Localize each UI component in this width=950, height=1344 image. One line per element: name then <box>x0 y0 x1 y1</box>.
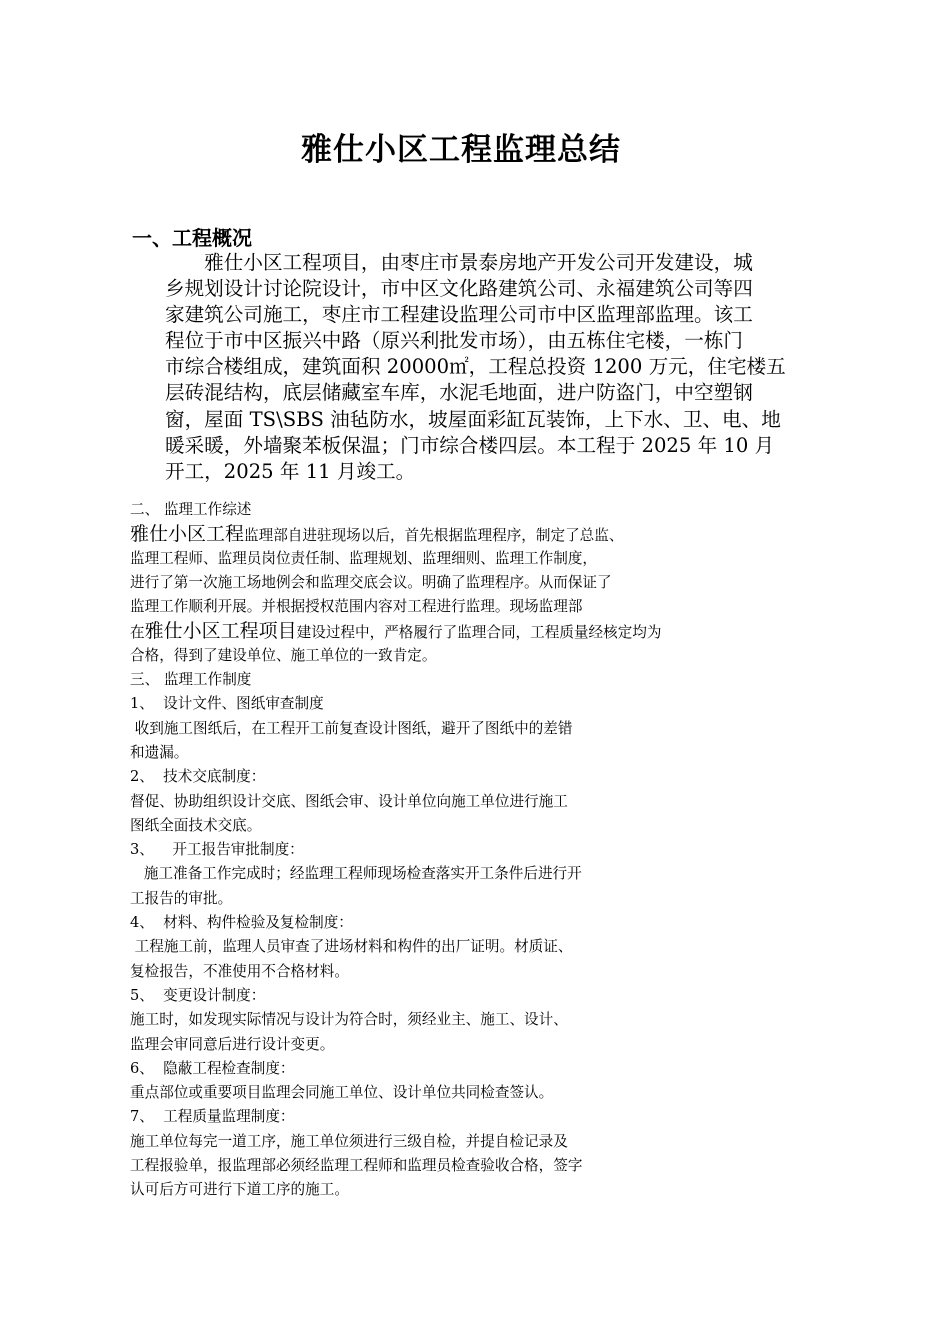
system-item-line: 认可后方可进行下道工序的施工。 <box>130 1181 349 1199</box>
system-item-line: 图纸全面技术交底。 <box>130 816 262 834</box>
overview-line: 雅仕小区工程项目，由枣庄市景泰房地产开发公司开发建设，城 <box>165 251 753 274</box>
summary-text: 监理部自进驻现场以后，首先根据监理程序，制定了总监、 <box>244 527 624 545</box>
summary-line <box>130 522 890 546</box>
system-item-title: 4、 材料、构件检验及复检制度： <box>130 914 353 932</box>
section-heading-overview: 一、工程概况 <box>132 226 252 250</box>
system-item-line: 收到施工图纸后，在工程开工前复查设计图纸，避开了图纸中的差错 <box>130 719 573 737</box>
document-title: 雅仕小区工程监理总结 <box>301 132 621 168</box>
summary-line: 合格，得到了建设单位、施工单位的一致肯定。 <box>130 646 437 664</box>
overview-line: 窗，屋面 TS\SBS 油毡防水，坡屋面彩缸瓦装饰，上下水、卫、电、地 <box>165 407 781 431</box>
system-item-title: 3、 开工报告审批制度： <box>130 841 304 859</box>
overview-line: 市综合楼组成，建筑面积 20000㎡，工程总投资 1200 万元，住宅楼五 <box>165 355 786 379</box>
system-item-line: 工程施工前，监理人员审查了进场材料和构件的出厂证明。材质证、 <box>130 938 573 956</box>
overview-paragraph <box>165 250 865 485</box>
summary-line <box>130 619 890 643</box>
system-item-title: 6、 隐蔽工程检查制度： <box>130 1059 295 1077</box>
system-item-line: 工报告的审批。 <box>130 889 233 907</box>
project-name-big: 雅仕小区工程项目 <box>144 620 297 643</box>
system-item-line: 重点部位或重要项目监理会同施工单位、设计单位共同检查签认。 <box>130 1084 554 1102</box>
overview-line: 程位于市中区振兴中路（原兴利批发市场），由五栋住宅楼，一栋门 <box>165 329 744 353</box>
overview-line: 开工，2025 年 11 月竣工。 <box>165 459 416 483</box>
summary-text: 在 <box>130 624 145 642</box>
system-item-line: 监理会审同意后进行设计变更。 <box>130 1035 335 1053</box>
overview-line: 层砖混结构，底层储藏室车库，水泥毛地面，进户防盗门，中空塑钢 <box>165 381 753 405</box>
summary-line: 监理工作顺利开展。并根据授权范围内容对工程进行监理。现场监理部 <box>130 598 583 616</box>
system-item-line: 复检报告，不准使用不合格材料。 <box>130 962 349 980</box>
system-item-line: 督促、协助组织设计交底、图纸会审、设计单位向施工单位进行施工 <box>130 792 568 810</box>
system-item-line: 工程报验单，报监理部必须经监理工程师和监理员检查验收合格，签字 <box>130 1157 583 1175</box>
system-item-line: 施工单位每完一道工序，施工单位须进行三级自检，并提自检记录及 <box>130 1132 568 1150</box>
overview-line: 家建筑公司施工，枣庄市工程建设监理公司市中区监理部监理。该工 <box>165 303 753 327</box>
section-heading-summary: 二、 监理工作综述 <box>130 501 252 518</box>
system-item-line: 和遗漏。 <box>130 743 189 761</box>
summary-text: 建设过程中，严格履行了监理合同，工程质量经核定均为 <box>296 624 662 642</box>
system-item-line: 施工时，如发现实际情况与设计为符合时，须经业主、施工、设计、 <box>130 1011 568 1029</box>
section-heading-system: 三、 监理工作制度 <box>130 671 252 689</box>
overview-line: 乡规划设计讨论院设计，市中区文化路建筑公司、永福建筑公司等四 <box>165 277 753 301</box>
summary-line: 监理工程师、监理员岗位责任制、监理规划、监理细则、监理工作制度， <box>130 549 598 567</box>
system-item-title: 7、 工程质量监理制度： <box>130 1108 295 1126</box>
system-item-title: 1、 设计文件、图纸审查制度 <box>130 695 324 713</box>
project-name-big: 雅仕小区工程 <box>130 523 245 546</box>
summary-line: 进行了第一次施工场地例会和监理交底会议。明确了监理程序。从而保证了 <box>130 573 612 591</box>
overview-line: 暖采暖，外墙聚苯板保温；门市综合楼四层。本工程于 2025 年 10 月 <box>165 433 775 457</box>
system-item-title: 5、 变更设计制度： <box>130 986 266 1004</box>
system-item-line: 施工准备工作完成时；经监理工程师现场检查落实开工条件后进行开 <box>130 865 582 883</box>
document-body <box>130 498 890 1203</box>
system-item-title: 2、 技术交底制度： <box>130 768 266 786</box>
